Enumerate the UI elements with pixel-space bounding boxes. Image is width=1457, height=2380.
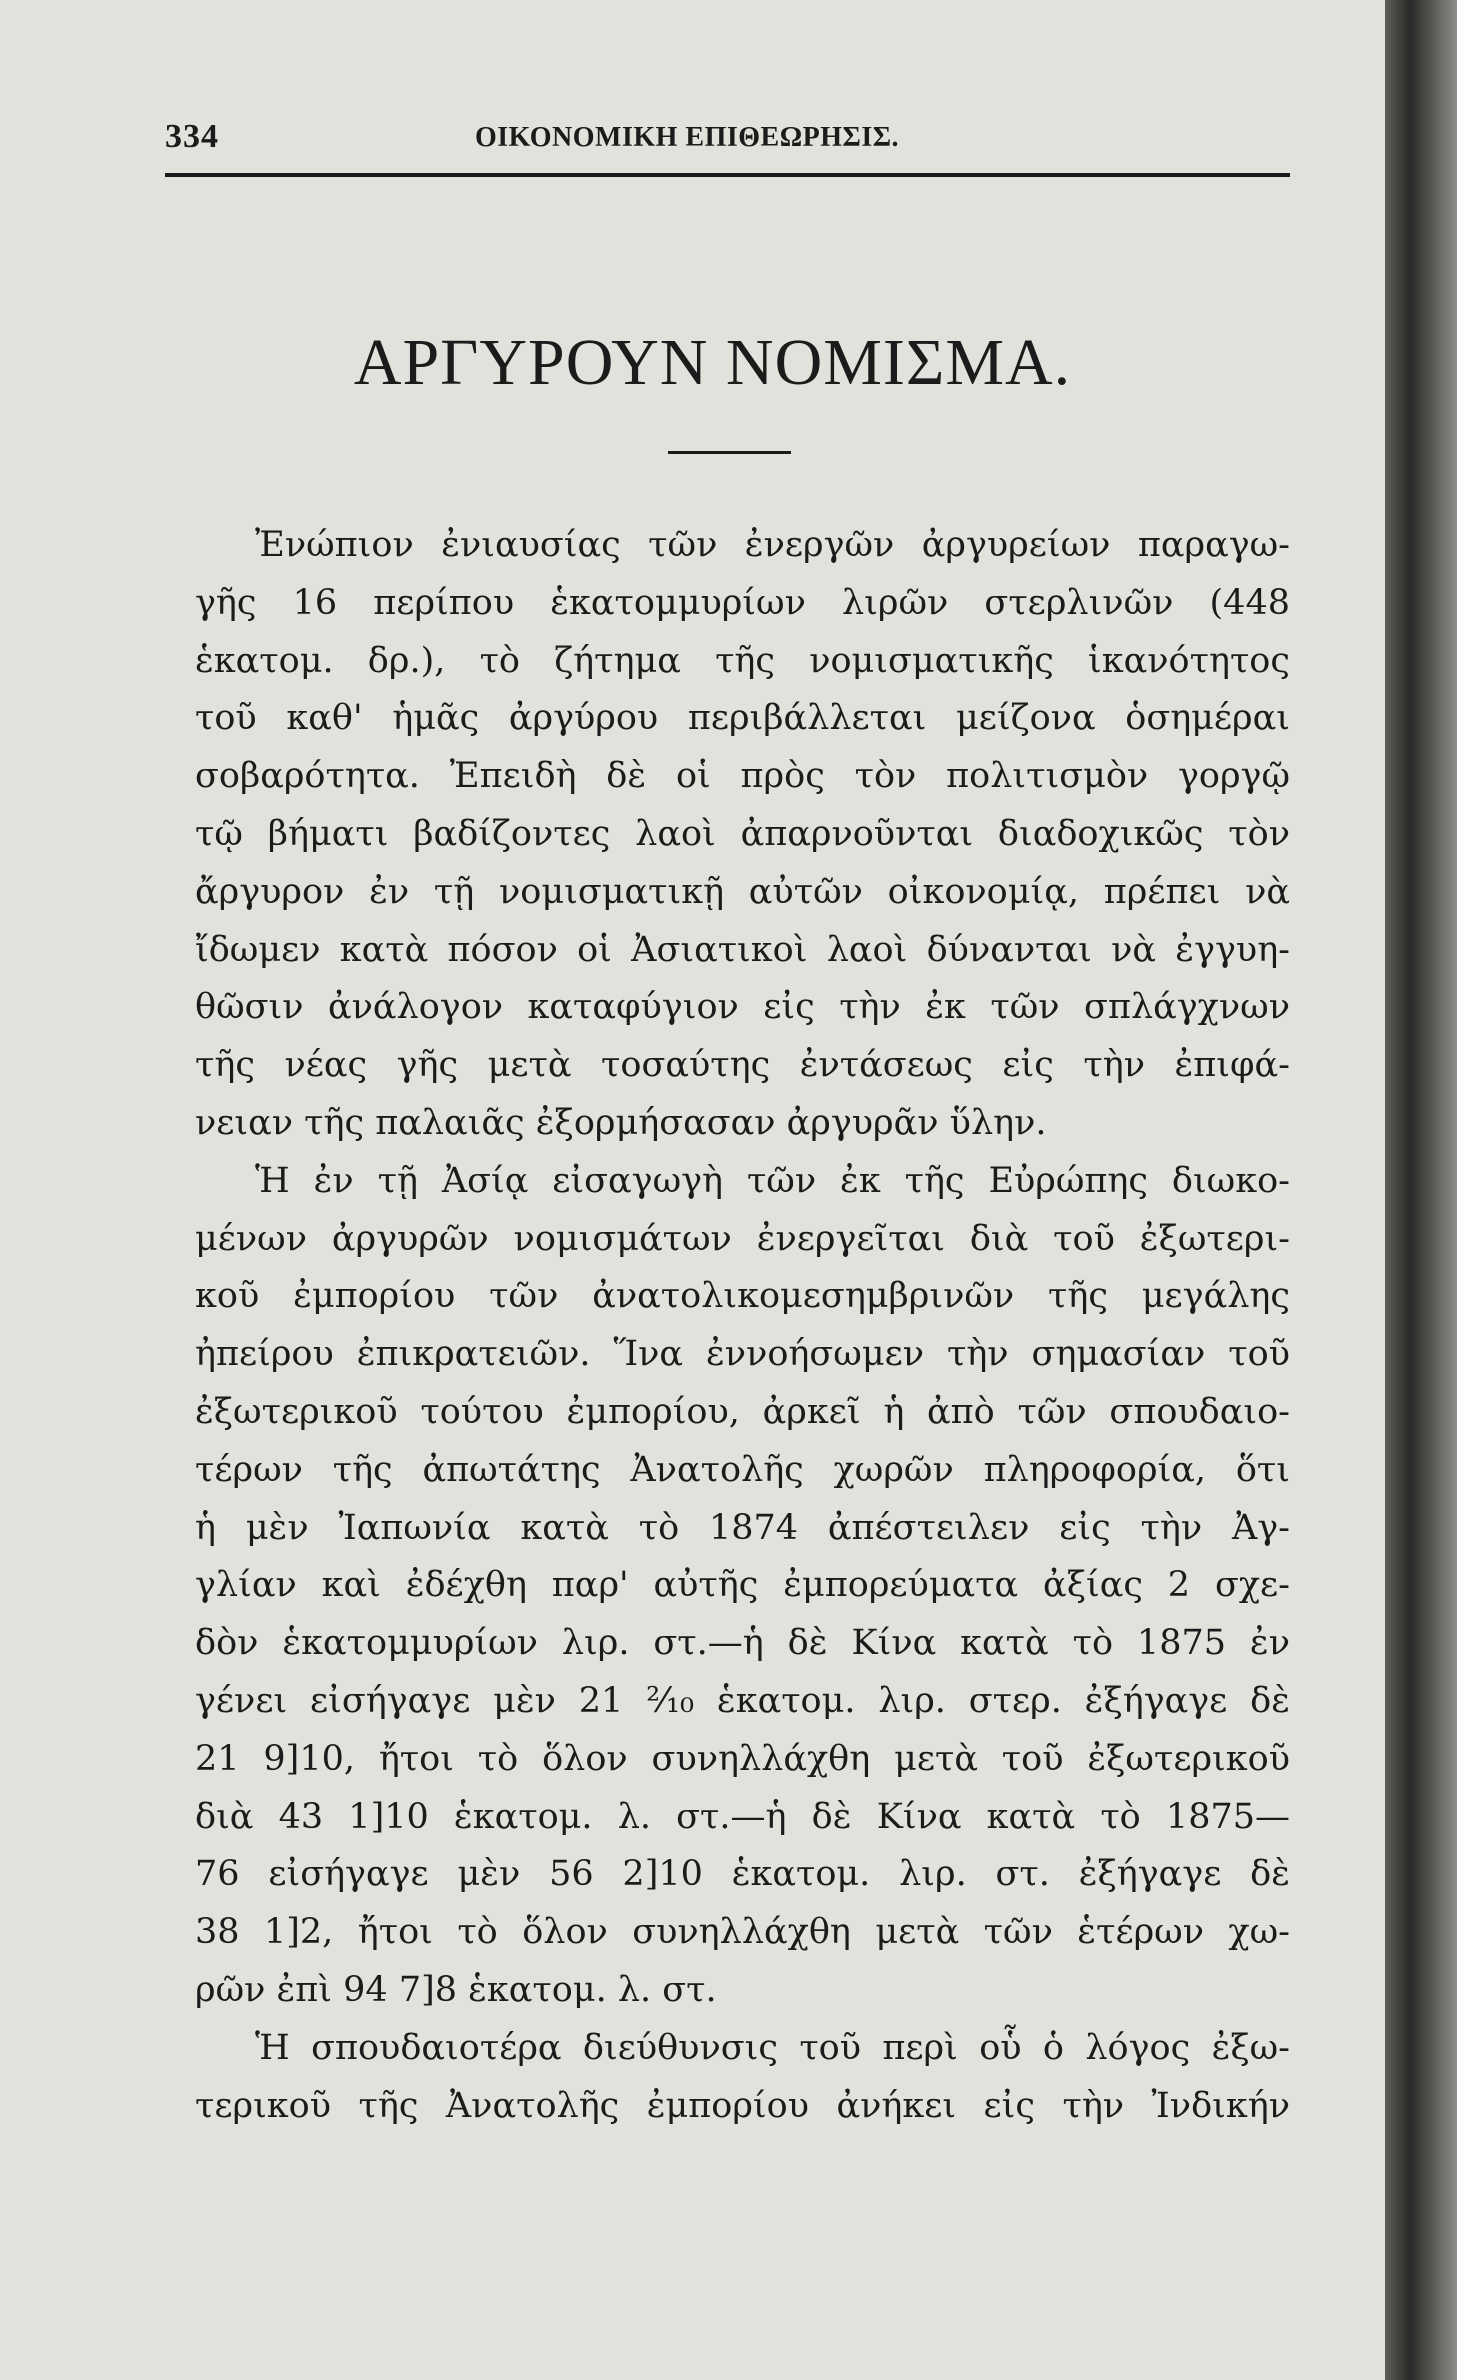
- text-line: διὰ 43 1]10 ἑκατομ. λ. στ.—ἡ δὲ Κίνα κατὰ τὸ 1875—: [195, 1796, 1290, 1837]
- text-line: τερικοῦ τῆς Ἀνατολῆς ἐμπορίου ἀνήκει εἰς τὴν Ἰνδικήν: [195, 2085, 1290, 2126]
- text-line: τοῦ καθ' ἡμᾶς ἀργύρου περιβάλλεται μείζονα ὁσημέραι: [195, 698, 1290, 739]
- text-line: τῷ βήματι βαδίζοντες λαοὶ ἀπαρνοῦνται διαδοχικῶς τὸν: [195, 813, 1290, 854]
- text-line: ἐξωτερικοῦ τούτου ἐμπορίου, ἀρκεῖ ἡ ἀπὸ τῶν σπουδαιο-: [195, 1391, 1290, 1432]
- text-line: Ἡ ἐν τῇ Ἀσίᾳ εἰσαγωγὴ τῶν ἐκ τῆς Εὐρώπης διωκο-: [255, 1160, 1290, 1201]
- text-line: θῶσιν ἀνάλογον καταφύγιον εἰς τὴν ἐκ τῶν σπλάγχνων: [195, 987, 1290, 1028]
- text-line: ἠπείρου ἐπικρατειῶν. Ἵνα ἐννοήσωμεν τὴν σημασίαν τοῦ: [195, 1334, 1290, 1375]
- text-line: γένει εἰσήγαγε μὲν 21 ²⁄₁₀ ἑκατομ. λιρ. στερ. ἐξήγαγε δὲ: [195, 1680, 1290, 1721]
- text-line: κοῦ ἐμπορίου τῶν ἀνατολικομεσημβρινῶν τῆς μεγάλης: [195, 1276, 1290, 1317]
- title-rule: [668, 451, 791, 454]
- text-line: Ἐνώπιον ἐνιαυσίας τῶν ἐνεργῶν ἀργυρείων παραγω-: [255, 525, 1290, 565]
- page-header: [165, 118, 1295, 158]
- text-line: δὸν ἑκατομμυρίων λιρ. στ.—ἡ δὲ Κίνα κατὰ τὸ 1875 ἐν: [195, 1623, 1290, 1664]
- text-line: γλίαν καὶ ἐδέχθη παρ' αὐτῆς ἐμπορεύματα ἀξίας 2 σχε-: [195, 1565, 1290, 1606]
- section-title: ΑΡΓΥΡΟΥΝ ΝΟΜΙΣΜΑ.: [353, 326, 1072, 399]
- book-gutter: [1385, 0, 1457, 2380]
- text-line: ρῶν ἐπὶ 94 7]8 ἑκατομ. λ. στ.: [195, 1969, 717, 2010]
- text-line: ἄργυρον ἐν τῇ νομισματικῇ αὐτῶν οἰκονομίᾳ, πρέπει νὰ: [195, 871, 1290, 912]
- text-line: Ἡ σπουδαιοτέρα διεύθυνσις τοῦ περὶ οὗ ὁ λόγος ἐξω-: [255, 2027, 1290, 2068]
- text-line: νειαν τῆς παλαιᾶς ἐξορμήσασαν ἀργυρᾶν ὕλην.: [195, 1102, 1047, 1143]
- text-line: μένων ἀργυρῶν νομισμάτων ἐνεργεῖται διὰ τοῦ ἐξωτερι-: [195, 1218, 1290, 1259]
- text-line: ἴδωμεν κατὰ πόσον οἱ Ἀσιατικοὶ λαοὶ δύνανται νὰ ἐγγυη-: [195, 929, 1290, 970]
- body-text: [195, 517, 1290, 2135]
- text-line: 38 1]2, ἤτοι τὸ ὅλον συνηλλάχθη μετὰ τῶν ἑτέρων χω-: [195, 1912, 1290, 1953]
- text-line: 76 εἰσήγαγε μὲν 56 2]10 ἑκατομ. λιρ. στ. ἐξήγαγε δὲ: [195, 1854, 1290, 1895]
- text-line: τῆς νέας γῆς μετὰ τοσαύτης ἐντάσεως εἰς τὴν ἐπιφά-: [195, 1045, 1290, 1086]
- text-line: ἡ μὲν Ἰαπωνία κατὰ τὸ 1874 ἀπέστειλεν εἰς τὴν Ἀγ-: [195, 1507, 1290, 1548]
- text-line: ἑκατομ. δρ.), τὸ ζήτημα τῆς νομισματικῆς ἱκανότητος: [195, 640, 1290, 681]
- text-line: γῆς 16 περίπου ἑκατομμυρίων λιρῶν στερλινῶν (448: [195, 582, 1290, 623]
- page-number: 334: [165, 118, 219, 155]
- text-line: 21 9]10, ἤτοι τὸ ὅλον συνηλλάχθη μετὰ τοῦ ἐξωτερικοῦ: [195, 1738, 1290, 1779]
- running-title: ΟΙΚΟΝΟΜΙΚΗ ΕΠΙΘΕΩΡΗΣΙΣ.: [475, 122, 900, 153]
- text-line: σοβαρότητα. Ἐπειδὴ δὲ οἱ πρὸς τὸν πολιτισμὸν γοργῷ: [195, 756, 1290, 797]
- text-line: τέρων τῆς ἀπωτάτης Ἀνατολῆς χωρῶν πληροφορία, ὅτι: [195, 1449, 1290, 1490]
- header-rule: [165, 173, 1290, 177]
